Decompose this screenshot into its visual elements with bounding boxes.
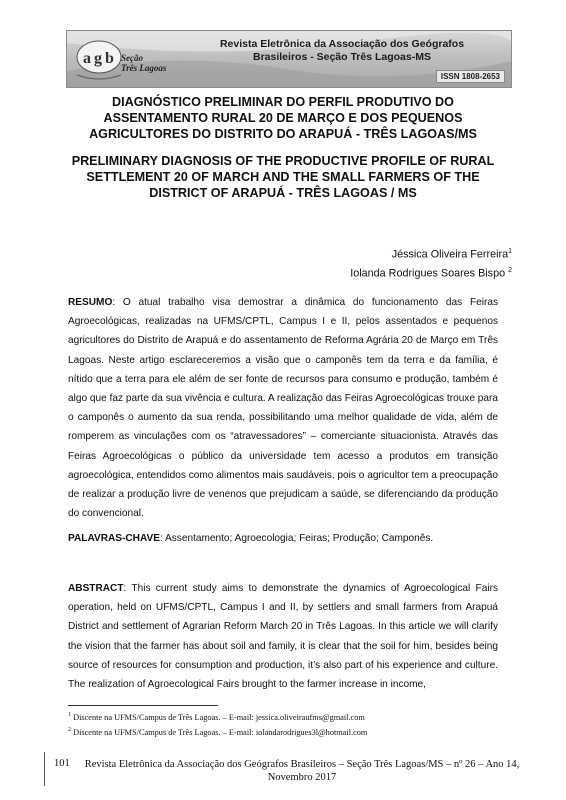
svg-text:g: g <box>94 50 102 67</box>
author-1-footnote-mark: 1 <box>508 248 512 255</box>
footer-citation-line1: Revista Eletrônica da Associação dos Geógrafos Brasileiros – Seção Três Lagoas/MS – nº 26 – Ano 14, <box>84 759 520 770</box>
abstract-label: ABSTRACT <box>68 583 124 594</box>
footnotes <box>68 709 508 739</box>
keywords-text: : Assentamento; Agroecologia; Feiras; Produção; Camponês. <box>159 533 434 544</box>
footnote-divider <box>68 705 218 706</box>
article-title-english: PRELIMINARY DIAGNOSIS OF THE PRODUCTIVE PROFILE OF RURAL SETTLEMENT 20 OF MARCH AND THE SMALL FARMERS OF THE DISTRICT OF ARAPUÁ - TRÊS LAGOAS / MS <box>71 154 495 200</box>
author-2-footnote-mark: 2 <box>508 266 512 274</box>
logo-caption-line1: Seção <box>121 53 143 63</box>
footnote-1-mark: 1 <box>68 712 71 718</box>
author-1 <box>350 244 512 263</box>
footnote-2 <box>68 724 508 739</box>
page-number: 101 <box>54 758 70 769</box>
footer-citation-line2: Novembro 2017 <box>267 772 337 783</box>
abstract-text: : This current study aims to demonstrate the dynamics of Agroecological Fairs operation, held on UFMS/CPTL, Campus I and II, by settlers and small farmers from Arapuá District and settlement of Agrarian Reform March 20 in Três Lagoas. In this article we will clarify the vision that the farmer has about soil and family, it is clear that the soil for him, besides being source of resources for consumption and production, it’s also part of his experience and culture. The realization of Agroecological Fairs brought to the farmer increase in income, <box>68 583 498 691</box>
footnote-1-text: Discente na UFMS/Campus de Três Lagoas. – E-mail: jessica.oliveiraufms@gmail.com <box>71 712 365 722</box>
keywords-paragraph <box>68 529 498 548</box>
author-1-name: Jéssica Oliveira Ferreira <box>391 248 509 261</box>
footnote-2-mark: 2 <box>68 726 71 733</box>
agb-logo <box>73 35 169 85</box>
keywords-label: PALAVRAS-CHAVE <box>68 533 160 544</box>
footer-citation <box>82 758 522 784</box>
issn-badge: ISSN 1808-2653 <box>436 70 505 83</box>
journal-title-line2: Brasileiros - Seção Três Lagoas-MS <box>253 51 431 63</box>
author-list <box>350 244 512 281</box>
footer-divider <box>44 752 45 786</box>
author-2-name: Iolanda Rodrigues Soares Bispo <box>350 267 506 280</box>
logo-caption-line2: Três Lagoas <box>121 63 167 73</box>
svg-text:b: b <box>105 50 114 67</box>
svg-text:a: a <box>83 50 91 67</box>
logo-caption <box>121 53 173 73</box>
author-2 <box>350 263 512 282</box>
resumo-text: : O atual trabalho visa demostrar a dinâmica do funcionamento das Feiras Agroecológicas, realizadas na UFMS/CPTL, Campus I e II, pelos assentados e pequenos agricultores do Distrito de Arapuá e do assentamento de Reforma Agrária 20 de Março em Três Lagoas. Neste artigo esclareceremos a visão que o camponês tem da terra e da família, é nítido que a terra para ele além de ser fonte de recursos para consumo e produção, também é algo que faz parte da sua vivência e cultura. A realização das Feiras Agroecológicas trouxe para o camponês o aumento da sua renda, possibilitando uma melhor qualidade de vida, além de romperem as vinculações com os “atravessadores” – comerciante situacionista. Através das Feiras Agroecológicas o público da universidade tem acesso a produtos em transição agroecológica, entendidos como alimentos mais saudáveis, pois o agricultor tem a preocupação de realizar a produção livre de venenos que prejudicam a saúde, se diferenciando da produção do convencional. <box>68 297 498 520</box>
article-title-portuguese: DIAGNÓSTICO PRELIMINAR DO PERFIL PRODUTIVO DO ASSENTAMENTO RURAL 20 DE MARÇO E DOS PEQUENOS AGRICULTORES DO DISTRITO DO ARAPUÁ - TRÊS LAGOAS/MS <box>89 95 477 141</box>
footnote-1 <box>68 709 508 724</box>
journal-header-banner <box>66 30 512 88</box>
journal-title <box>177 38 507 64</box>
resumo-label: RESUMO <box>68 297 113 308</box>
footnote-2-text: Discente na UFMS/Campus de Três Lagoas. – E-mail: iolandarodrigues3l@hotmail.com <box>71 727 368 737</box>
abstract-paragraph <box>68 579 498 694</box>
journal-title-line1: Revista Eletrônica da Associação dos Geógrafos <box>219 38 465 50</box>
resumo-paragraph <box>68 293 498 523</box>
